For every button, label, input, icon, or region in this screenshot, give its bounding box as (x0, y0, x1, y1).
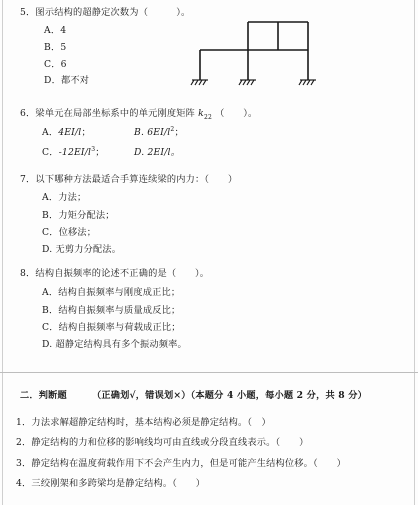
section2-item-2: 2．静定结构的力和位移的影响线均可由直线或分段直线表示。（ ） (16, 437, 309, 448)
section2-heading: 二．判断题 (20, 390, 67, 401)
q6-stem (20, 108, 257, 120)
section2-instruction: （正确划√，错误划×）（本题分 4 小题，每小题 2 分，共 8 分） (92, 390, 368, 401)
page-edge-left (2, 0, 3, 505)
q8-stem: 8．结构自振频率的论述不正确的是（ ）。 (20, 268, 210, 279)
section2-item-4: 4．三绞刚架和多跨梁均是静定结构。（ ） (16, 478, 206, 489)
q6-option-b: B. $6EI/l^2$； (134, 125, 184, 138)
q7-option-b: B．力矩分配法； (42, 210, 115, 221)
q5-stem: 5．图示结构的超静定次数为（ ）。 (20, 7, 191, 18)
q6-k-symbol: k (198, 108, 204, 119)
q5-option-a: A．4 (44, 25, 67, 36)
q7-stem: 7．以下哪种方法最适合手算连续梁的内力：（ ） (20, 174, 238, 185)
q8-option-d: D. 超静定结构具有多个振动频率。 (42, 339, 187, 350)
page-edge-right (414, 0, 415, 505)
section2-item-3: 3．静定结构在温度荷载作用下不会产生内力，但是可能产生结构位移。（ ） (16, 458, 347, 469)
q7-option-d: D. 无剪力分配法。 (42, 244, 122, 255)
q5-option-d: D．都不对 (44, 75, 90, 86)
q5-option-c: C．6 (44, 59, 67, 70)
q6-option-a: A．4EI/l； (42, 127, 91, 138)
q5-option-b: B．5 (44, 42, 67, 53)
q6-k-subscript: 22 (203, 113, 212, 121)
q8-option-a: A．结构自振频率与刚度成正比； (42, 287, 181, 298)
q7-option-c: C．位移法； (42, 227, 97, 238)
frame-structure-diagram (190, 8, 330, 98)
section2-item-1: 1．力法求解超静定结构时，基本结构必须是静定结构。（ ） (16, 417, 271, 428)
q6-option-d: D. 2EI/l。 (134, 147, 181, 158)
q6-stem-prefix: 6．梁单元在局部坐标系中的单元刚度矩阵 (20, 108, 196, 119)
q6-option-c: C．$-12EI/l^3$； (42, 145, 105, 158)
q8-option-b: B．结构自振频率与质量成反比； (42, 305, 181, 316)
q7-option-a: A．力法； (42, 192, 87, 203)
q8-option-c: C．结构自振频率与荷载成正比； (42, 322, 181, 333)
section-divider (0, 372, 418, 373)
q6-stem-suffix: （ ）。 (215, 108, 258, 119)
